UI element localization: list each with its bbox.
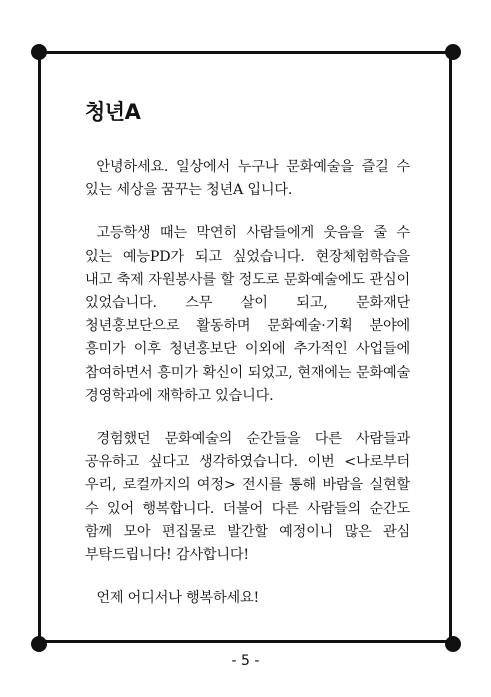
- corner-dot-top-left: [31, 44, 47, 60]
- paragraph-background: 고등학생 때는 막연히 사람들에게 웃음을 줄 수 있는 예능PD가 되고 싶었습니다. 현장체험학습을 내고 축제 자원봉사를 할 정도로 문화예술에도 관심이 있었습니다. 스무 살이 되고, 문화재단 청년홍보단으로 활동하며 문화예술·기획 분야에 흥미가 이후 청년홍보단 이외에 추가적인 사업들에 참여하면서 흥미가 확신이 되었고, 현재에는 문화예술 경영학과에 재학하고 있습니다.: [85, 225, 410, 404]
- page-title: 청년A: [85, 100, 141, 124]
- paragraph-exhibition: 경험했던 문화예술의 순간들을 다른 사람들과 공유하고 싶다고 생각하였습니다. 이번 <나로부터 우리, 로컬까지의 여정> 전시를 통해 바람을 실현할 수 있어 행복합니다. 더불어 다른 사람들의 순간도 함께 모아 편집물로 발간할 예정이니 많은 관심 부탁드립니다! 감사합니다!: [85, 431, 410, 564]
- paragraph-greeting: 안녕하세요. 일상에서 누구나 문화예술을 즐길 수 있는 세상을 꿈꾸는 청년A 입니다.: [85, 159, 410, 199]
- corner-dot-bottom-right: [445, 636, 461, 652]
- corner-dot-top-right: [445, 44, 461, 60]
- corner-dot-bottom-left: [31, 636, 47, 652]
- page-number: - 5 -: [231, 653, 260, 669]
- page-content: [85, 96, 410, 630]
- paragraph-closing: 언제 어디서나 행복하세요!: [96, 590, 260, 607]
